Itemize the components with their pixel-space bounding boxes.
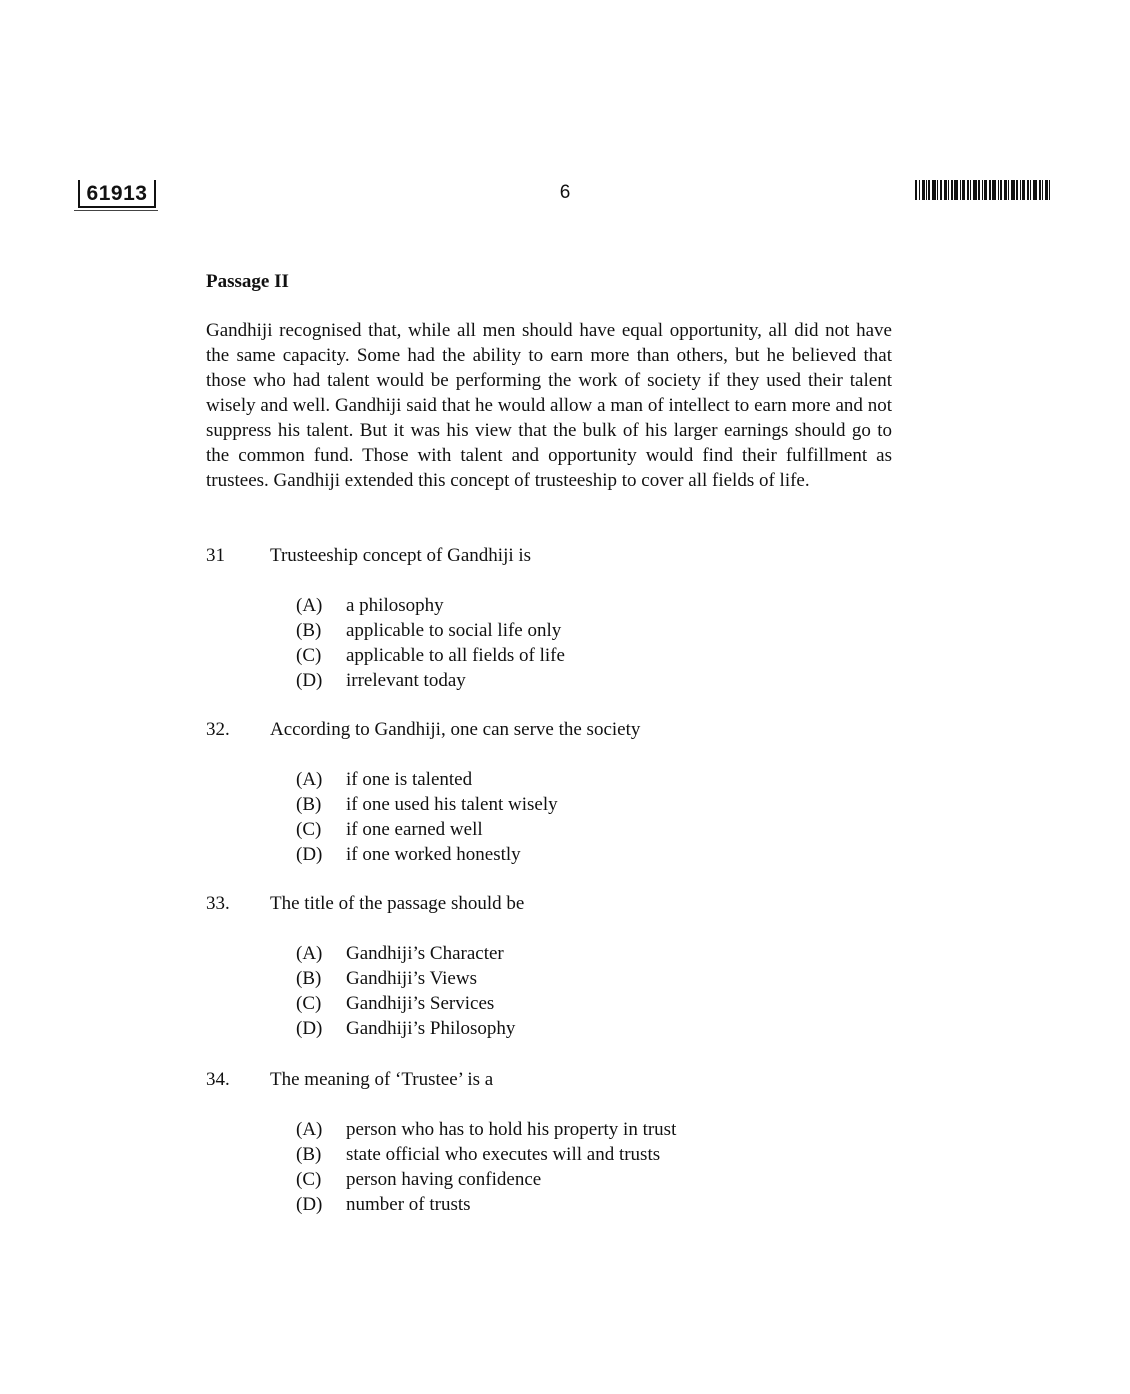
option-text: state official who executes will and trusts [346,1144,661,1165]
passage-title: Passage II [206,271,289,292]
option-label: (D) [296,1018,323,1039]
question-text: The meaning of ‘Trustee’ is a [270,1069,494,1090]
question-text: Trusteeship concept of Gandhiji is [270,545,532,566]
question-number: 34. [206,1069,230,1090]
option-label: (A) [296,943,323,964]
option-text: Gandhiji’s Views [346,968,477,989]
passage-text: Gandhiji recognised that, while all men should have equal opportunity, all did not have the same capacity. Some had the ability to earn more than others, but he believed that those who had talent would be performing the work of society if they used their talent wisely and well. Gandhiji said that he would allow a man of intellect to earn more and not suppress his talent. But it was his view that the bulk of his larger earnings should go to the common fund. Those with talent and opportunity would find their fulfillment as trustees. Gandhiji extended this concept of trusteeship to cover all fields of life. [206,320,892,491]
option-text: Gandhiji’s Character [346,943,504,964]
option-text: applicable to social life only [346,620,562,641]
option-text: a philosophy [346,595,444,616]
option-label: (B) [296,968,322,989]
question-number: 31 [206,545,225,566]
paper-code: 61913 [86,182,148,205]
option-text: number of trusts [346,1194,471,1215]
option-label: (B) [296,794,322,815]
question-text: According to Gandhiji, one can serve the society [270,719,641,740]
question-number: 32. [206,719,230,740]
option-label: (A) [296,595,323,616]
option-label: (A) [296,1119,323,1140]
question-number: 33. [206,893,230,914]
page-number: 6 [559,182,571,203]
option-text: if one used his talent wisely [346,794,558,815]
option-label: (C) [296,645,322,666]
option-text: person having confidence [346,1169,542,1190]
option-label: (C) [296,993,322,1014]
option-text: if one worked honestly [346,844,521,865]
paper-code-box [78,180,156,208]
option-label: (C) [296,1169,322,1190]
option-label: (D) [296,1194,323,1215]
option-label: (C) [296,819,322,840]
barcode-icon [915,180,1050,200]
option-text: Gandhiji’s Philosophy [346,1018,516,1039]
option-label: (D) [296,670,323,691]
option-text: if one earned well [346,819,483,840]
question-text: The title of the passage should be [270,893,525,914]
option-label: (B) [296,620,322,641]
option-text: Gandhiji’s Services [346,993,495,1014]
option-label: (B) [296,1144,322,1165]
option-text: irrelevant today [346,670,466,691]
option-label: (D) [296,844,323,865]
option-label: (A) [296,769,323,790]
option-text: if one is talented [346,769,473,790]
option-text: applicable to all fields of life [346,645,565,666]
option-text: person who has to hold his property in trust [346,1119,677,1140]
paper-code-underline [74,210,158,211]
